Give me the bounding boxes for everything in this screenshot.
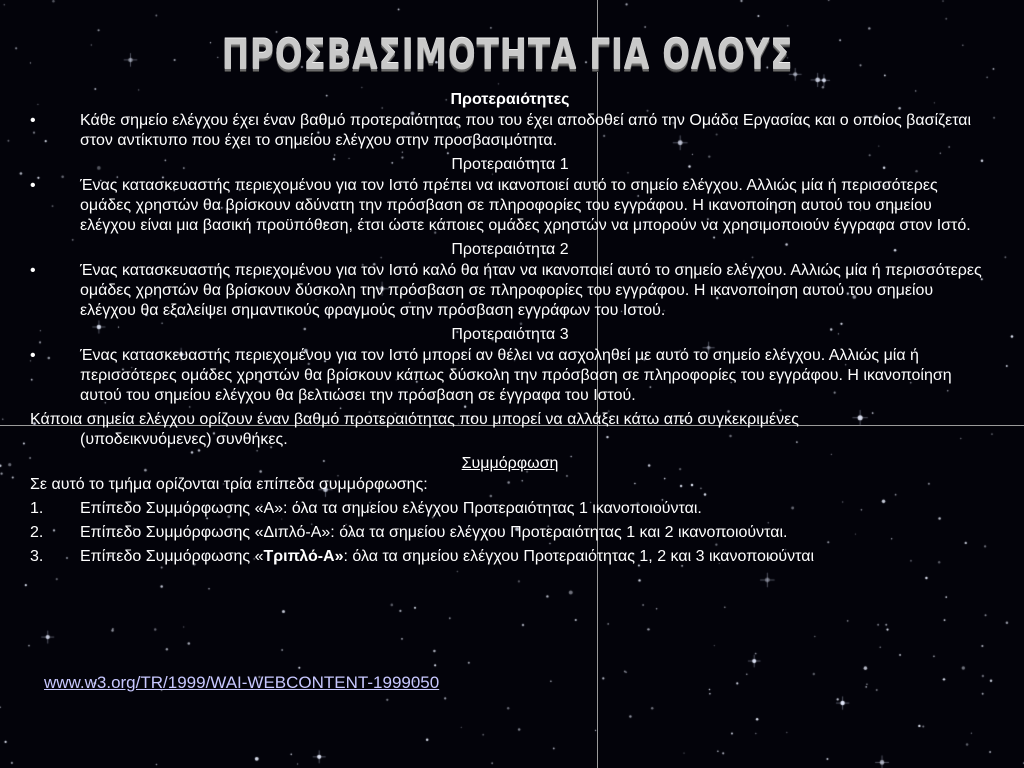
list-number: 1. [30,500,44,517]
slide-title: ΠΡΟΣΒΑΣΙΜΟΤΗΤΑ ΓΙΑ ΟΛΟΥΣ [221,30,794,79]
priority3-heading: Προτεραιότητα 3 [451,326,569,343]
variable-priority-note [30,410,990,450]
list-number: 2. [30,524,44,541]
priority2-text: Ένας κατασκευαστής περιεχομένου για τον Ιστό καλό θα ήταν να ικανοποιεί αυτό το σημείο ελέγχου. Αλλιώς μία ή περισσότερες ομάδες χρηστών θα βρίσκουν δύσκολη την πρόσβαση σε πληροφορίες του εγγράφου. Η ικανοποίηση αυτού του σημείου ελέγχου θα εξαλείψει σημαντικούς φραγμούς στην πρόσβαση εγγράφων του Ιστού. [80,262,982,319]
conformance-level-a [30,499,990,519]
intro-paragraph [30,111,990,151]
bullet: • [30,177,36,194]
bullet: • [30,112,36,129]
level-aaa-text-before: Επίπεδο Συμμόρφωσης « [80,548,264,565]
priority1-heading: Προτεραιότητα 1 [451,156,569,173]
conformance-heading: Συμμόρφωση [461,455,559,472]
conformance-intro: Σε αυτό το τμήμα ορίζονται τρία επίπεδα συμμόρφωσης: [30,476,428,493]
conformance-level-aaa [30,547,990,567]
priority2-heading: Προτεραιότητα 2 [451,241,569,258]
variable-note-line1: Κάποια σημεία ελέγχου ορίζουν έναν βαθμό προτεραιότητας που μπορεί να αλλάξει κάτω από συγκεκριμένες [30,411,799,428]
priority1-text: Ένας κατασκευαστής περιεχομένου για τον Ιστό πρέπει να ικανοποιεί αυτό το σημείο ελέγχου. Αλλιώς μία ή περισσότερες ομάδες χρηστών θα βρίσκουν αδύνατη την πρόσβαση σε πληροφορίες του εγγράφου. Η ικανοποίηση αυτού του σημείου ελέγχου είναι μια βασική προϋπόθεση, έτσι ώστε κάποιες ομάδες χρηστών να μπορούν να χρησιμοποιούν έγγραφα στον Ιστό. [80,177,971,234]
conformance-level-aa [30,523,990,543]
level-aaa-bold: Τριπλό-Α» [263,548,344,565]
level-aaa-text-after: : όλα τα σημείου ελέγχου Προτεραιότητας 1, 2 και 3 ικανοποιούνται [343,548,815,565]
bullet: • [30,262,36,279]
w3c-link[interactable]: www.w3.org/TR/1999/WAI-WEBCONTENT-1999050 [44,673,440,692]
variable-note-line2: (υποδεικνυόμενες) συνθήκες. [80,431,288,448]
bullet: • [30,347,36,364]
level-a-text: Επίπεδο Συμμόρφωσης «Α»: όλα τα σημείου ελέγχου Προτεραιότητας 1 ικανοποιούνται. [80,500,702,517]
list-number: 3. [30,548,44,565]
level-aa-text: Επίπεδο Συμμόρφωσης «Διπλό-Α»: όλα τα σημείου ελέγχου Προτεραιότητας 1 και 2 ικανοποιούνται. [80,524,788,541]
priorities-heading: Προτεραιότητες [450,91,570,108]
intro-text: Κάθε σημείο ελέγχου έχει έναν βαθμό προτεραιότητας που του έχει αποδοθεί από την Ομάδα Εργασίας και ο οποίος βασίζεται στον αντίκτυπο που έχει το σημείου ελέγχου στην προσβασιμότητα. [80,112,972,149]
priority1-paragraph [30,176,990,236]
priority3-paragraph [30,346,990,406]
slide-content [30,90,990,571]
priority3-text: Ένας κατασκευαστής περιεχομένου για τον Ιστό μπορεί αν θέλει να ασχοληθεί με αυτό το σημείο ελέγχου. Αλλιώς μία ή περισσότερες ομάδες χρηστών θα βρίσκουν κάπως δύσκολη την πρόσβαση σε πληροφορίες του εγγράφου. Η ικανοποίηση αυτού του σημείου ελέγχου θα βελτιώσει την πρόσβαση σε έγγραφα του Ιστού. [80,347,952,404]
priority2-paragraph [30,261,990,321]
